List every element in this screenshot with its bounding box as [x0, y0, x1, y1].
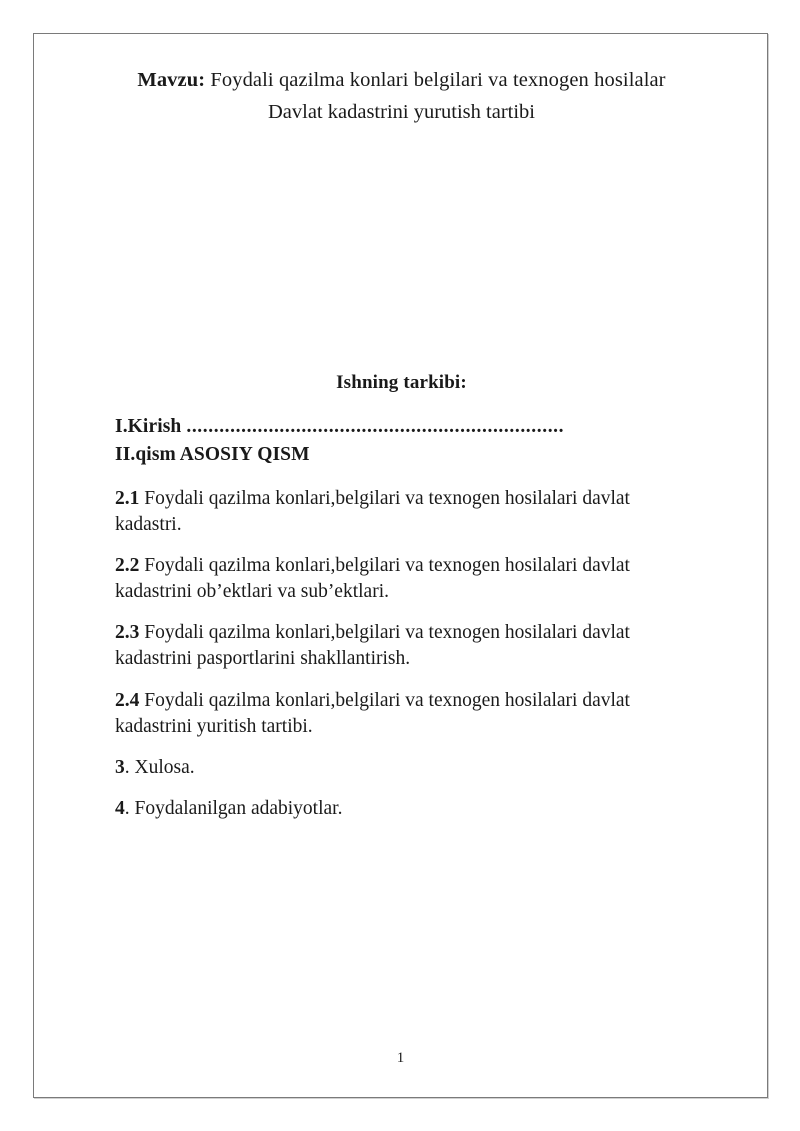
toc-leader-dots: ..................................................................... [186, 415, 565, 437]
title-toc-spacer [115, 129, 688, 372]
toc-item [115, 620, 688, 672]
toc-entry-kirish [115, 416, 688, 438]
page-title-line2: Davlat kadastrini yurutish tartibi [267, 101, 535, 124]
page-title [115, 64, 688, 96]
document-page [33, 33, 768, 1098]
page-number: 1 [396, 1050, 405, 1066]
toc-item [115, 688, 688, 740]
toc-item [115, 755, 688, 781]
toc-item [115, 796, 688, 822]
toc-item-number: 3 [115, 756, 125, 778]
toc-item-number: 2.4 [115, 689, 140, 711]
toc-item [115, 553, 688, 605]
toc-item-text: . Foydalanilgan adabiyotlar. [124, 797, 343, 819]
page-content [115, 64, 688, 837]
toc-item [115, 486, 688, 538]
title-subject: Foydali qazilma konlari belgilari va texnogen hosilalar [205, 69, 666, 91]
toc-item-text: Foydali qazilma konlari,belgilari va texnogen hosilalari davlat kadastri. [115, 487, 630, 535]
toc-item-number: 2.3 [115, 622, 140, 644]
toc-item-text: Foydali qazilma konlari,belgilari va texnogen hosilalari davlat kadastrini yuritish tartibi. [115, 689, 630, 737]
toc-item-text: Foydali qazilma konlari,belgilari va texnogen hosilalari davlat kadastrini ob’ektlari va sub’ektlari. [115, 555, 630, 603]
title-label: Mavzu: [137, 69, 206, 91]
toc-heading: Ishning tarkibi: [336, 371, 467, 393]
toc-item-text: Foydali qazilma konlari,belgilari va texnogen hosilalari davlat kadastrini pasportlarini shakllantirish. [115, 622, 630, 670]
toc-entry-asosiy-qism: II.qism ASOSIY QISM [115, 443, 310, 465]
toc-item-number: 4 [115, 797, 125, 819]
toc-item-number: 2.2 [115, 555, 140, 576]
toc-item-text: . Xulosa. [124, 756, 195, 778]
toc-entry-kirish-label: I.Kirish [115, 415, 187, 437]
toc-item-number: 2.1 [115, 487, 140, 509]
